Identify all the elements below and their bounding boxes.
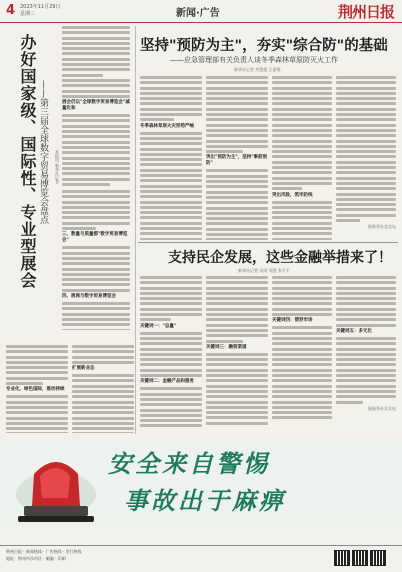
ad-slogan-line-1: 安全来自警惕 xyxy=(108,449,270,478)
bottom-article-byline: 新华社记者 吴雨 刘慧 张千千 xyxy=(238,268,290,273)
footer-line-1: 荆州日报 · 新闻热线 · 广告热线 · 发行热线 xyxy=(6,549,82,554)
bottom-article-column-3 xyxy=(272,276,332,434)
bottom-article-column-4 xyxy=(336,276,396,434)
alarm-light-icon xyxy=(4,436,104,526)
footer-line-2: 地址：荆州市沙市区 · 邮编 · 印刷 xyxy=(6,556,66,561)
qr-code-icon xyxy=(334,550,350,566)
bottom-subhead: 关键词一："总量" xyxy=(140,323,177,329)
date-block xyxy=(20,4,60,18)
page-footer xyxy=(0,545,402,572)
column-divider xyxy=(135,26,136,434)
ad-slogan-line-2: 事故出于麻痹 xyxy=(124,486,286,515)
left-article-column-mid xyxy=(62,190,130,330)
top-subhead: 冬季森林草原火灾形势严峻 xyxy=(140,123,194,129)
top-article-headline: 坚持"预防为主"，夯实"综合防"的基础 xyxy=(140,38,388,54)
date-line-1: 2023年11月29日 xyxy=(20,4,61,10)
bottom-subhead: 关键词四：债券市场 xyxy=(272,318,313,324)
bottom-article-source: 据新华社北京电 xyxy=(368,405,396,411)
bottom-subhead: 关键词三：融资渠道 xyxy=(206,344,247,350)
article-divider xyxy=(138,242,398,243)
left-article-column-bottom-b xyxy=(72,345,134,433)
top-article-source: 据新华社北京电 xyxy=(368,224,396,230)
left-article-subtitle: ——第三届全球数字贸易博览会盘点 xyxy=(38,80,48,224)
top-subhead: 突出风险，筑牢防线 xyxy=(272,192,313,198)
bottom-article-column-1 xyxy=(140,276,202,434)
date-line-2: 星期三 xyxy=(20,11,36,17)
page-header xyxy=(0,0,402,23)
left-article-column-top xyxy=(62,26,130,186)
top-article-byline: 新华社记者 齐慧超 王嘉锡 xyxy=(234,67,281,72)
page-number: 4 xyxy=(6,3,16,18)
left-subhead: 扩展新业态 xyxy=(72,366,95,372)
bottom-subhead: 关键词二：金融产品和服务 xyxy=(140,379,194,385)
left-article-title: 办好国家级、国际性、专业型展会 xyxy=(18,34,37,289)
newspaper-logo: 荆州日报 xyxy=(337,3,394,21)
bottom-subhead: 关键词五：多元化 xyxy=(336,328,372,334)
left-subhead: 专业化，绿色国际，推动持续 xyxy=(6,387,65,393)
left-article-byline: 本报讯 新华社记者 xyxy=(55,150,60,184)
top-article-subheadline: ——应急管理部有关负责人谈冬季森林草原防灭火工作 xyxy=(170,56,338,64)
bottom-article-column-2 xyxy=(206,276,268,434)
top-article-column-2 xyxy=(206,76,268,240)
qr-code-icon xyxy=(370,550,386,566)
top-article-column-1 xyxy=(140,76,202,240)
qr-code-icon xyxy=(352,550,368,566)
left-article-column-bottom-a xyxy=(6,345,68,433)
top-subhead: 突出"预防为主"，坚持"事前预防" xyxy=(206,155,268,167)
top-article-column-3 xyxy=(272,76,332,240)
left-subhead: 四、展商与数字贸易博览会 xyxy=(62,294,116,300)
left-subhead: 三、数量与质量都"数字贸易博览会" xyxy=(62,232,128,244)
top-article-column-4 xyxy=(336,76,396,240)
left-subhead: 展会仍以"全球数字贸易博览会"减量化和 xyxy=(62,100,130,112)
bottom-article-headline: 支持民企发展，这些金融举措来了！ xyxy=(168,250,392,266)
section-title: 新闻·广告 xyxy=(176,8,220,19)
